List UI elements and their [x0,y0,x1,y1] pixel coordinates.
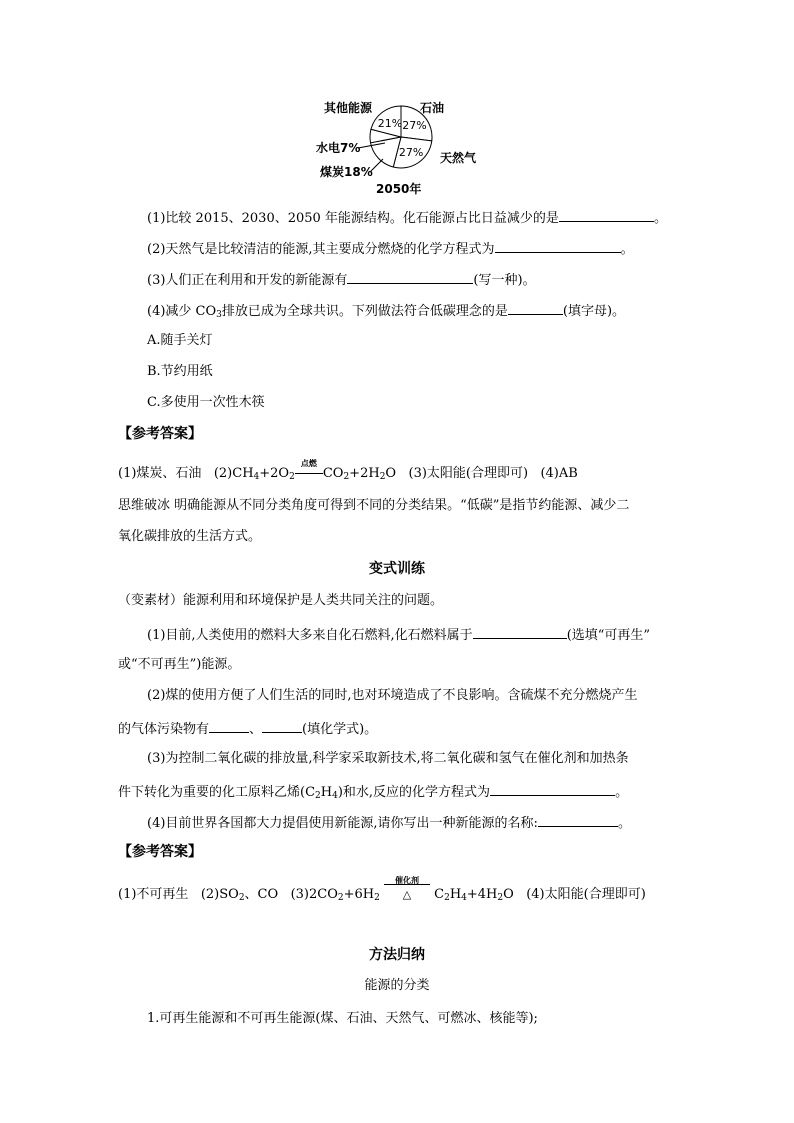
thinking-note-line-2: 氧化碳排放的生活方式。 [118,529,262,544]
pie-title: 2050年 [376,182,422,196]
answer-blank-2[interactable] [495,238,621,253]
pie-value-label: 27% [402,119,427,133]
variant-item-1-line-2: 或“不可再生”)能源。 [118,657,241,672]
variant-item-3-line-2: 件下转化为重要的化工原料乙烯$(C_2H_4)$和水,反应的化学方程式为 。 [118,781,628,805]
method-summary-title: 方法归纳 [369,947,425,963]
question-1-item-1: (1)比较 2015、2030、2050 年能源结构。化石能源占比日益减少的是 。 [147,207,667,228]
energy-pie-chart [300,92,510,198]
variant-blank-2a[interactable] [209,718,249,733]
method-summary-subtitle: 能源的分类 [364,978,430,993]
variant-intro: （变素材）能源利用和环境保护是人类共同关注的问题。 [118,593,444,608]
variant-training-title: 变式训练 [369,561,425,577]
catalyst-condition: 催化剂 △ [384,886,430,904]
pie-label-coal: 煤炭18% [320,165,373,179]
thinking-note-line-1: 思维破冰 明确能源从不同分类角度可得到不同的分类结果。“低碳”是指节约能源、减少二 [118,498,630,513]
pie-value-label: 21% [377,116,403,130]
option-a: A.随手关灯 [147,333,213,348]
variant-item-2-line-2: 的气体污染物有 、 (填化学式)。 [118,718,377,739]
variant-blank-3[interactable] [490,781,615,796]
option-c: C.多使用一次性木筷 [147,395,265,410]
variant-item-4: (4)目前世界各国都大力提倡使用新能源,请你写出一种新能源的名称: 。 [147,812,631,833]
question-1-item-4: (4)减少 $CO_3$排放已成为全球共识。下列做法符合低碳理念的是 (填字母)。 [147,300,625,324]
variant-item-3: (3)为控制二氧化碳的排放量,科学家采取新技术,将二氧化碳和氢气在催化剂和加热条 [147,751,629,766]
variant-blank-2b[interactable] [262,718,302,733]
variant-item-2: (2)煤的使用方便了人们生活的同时,也对环境造成了不良影响。含硫煤不充分燃烧产生 [147,688,638,703]
question-1-item-2: (2)天然气是比较清洁的能源,其主要成分燃烧的化学方程式为 。 [147,238,634,259]
pie-label-natural-gas: 天然气 [440,151,477,165]
answer-blank-4[interactable] [508,300,563,315]
variant-blank-1[interactable] [473,624,567,639]
answer-blank-3[interactable] [347,269,473,284]
variant-item-1: (1)目前,人类使用的燃料大多来自化石燃料,化石燃料属于 (选填“可再生” [147,624,650,645]
answer-blank-1[interactable] [559,207,654,222]
reference-answer-label-2: 【参考答案】 [118,844,202,860]
reference-answer-1: (1)煤炭、石油 $(2)CH_4+2O_2$ 点燃 $CO_2+2H_2O$ (3)太阳能(合理即可) (4)AB [118,458,578,482]
option-b: B.节约用纸 [147,364,213,379]
reaction-condition: 点燃 [295,465,323,483]
pie-value-label: 27% [398,145,424,159]
reference-answer-2: (1)不可再生 $(2)SO_2$、CO $(3)2CO_2+6H_2$ 催化剂 △ $C_2H_4+4H_2O$ (4)太阳能(合理即可) [118,875,646,903]
method-item-1: 1.可再生能源和不可再生能源(煤、石油、天然气、可燃冰、核能等); [147,1011,538,1026]
reference-answer-label-1: 【参考答案】 [118,426,202,442]
pie-slices [370,106,432,168]
pie-label-oil: 石油 [420,101,445,115]
pie-label-hydro: 水电7% [316,141,361,155]
question-1-item-3: (3)人们正在利用和开发的新能源有 (写一种)。 [147,269,536,290]
pie-label-other-energy: 其他能源 [324,101,373,115]
variant-blank-4[interactable] [538,812,618,827]
